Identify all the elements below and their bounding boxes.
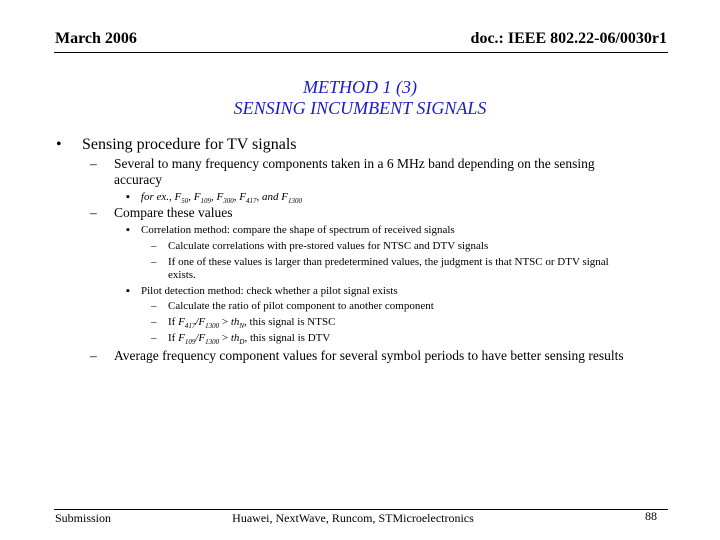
bullet-correlation: Correlation method: compare the shape of spectrum of received signals bbox=[141, 224, 455, 236]
bullet-several: Several to many frequency components taken in a 6 MHz band depending on the sensing bbox=[114, 156, 595, 171]
title-line1: METHOD 1 (3) bbox=[303, 77, 417, 97]
dash-marker: – bbox=[151, 332, 157, 344]
dash-marker: – bbox=[90, 348, 97, 363]
square-marker: ▪ bbox=[126, 224, 130, 236]
dash-marker: – bbox=[151, 300, 157, 312]
dash-marker: – bbox=[90, 156, 97, 171]
example-line: ▪ for ex., $F_{50}$, $F_{109}$, $F_{300}$, $F_{417}$, and $F_{1300}$ bbox=[126, 191, 302, 206]
dash-marker: – bbox=[151, 256, 157, 268]
header-rule bbox=[54, 52, 668, 53]
dash-marker: – bbox=[151, 316, 157, 328]
header-date: March 2006 bbox=[55, 30, 137, 47]
bullet-pilot-calc: Calculate the ratio of pilot component to another component bbox=[168, 300, 434, 312]
bullet-pilot-dtv: If $F_{109}/F_{1300} > th_D$, this signal is DTV bbox=[168, 332, 331, 347]
title-line2: SENSING INCUMBENT SIGNALS bbox=[233, 98, 487, 118]
header-doc: doc.: IEEE 802.22-06/0030r1 bbox=[470, 30, 667, 47]
bullet-corr-judge-cont: exists. bbox=[168, 269, 196, 281]
footer-authors: Huawei, NextWave, Runcom, STMicroelectronics bbox=[232, 511, 474, 525]
bullet-corr-calc: Calculate correlations with pre-stored values for NTSC and DTV signals bbox=[168, 240, 489, 252]
bullet-several-cont: accuracy bbox=[114, 172, 162, 187]
bullet-pilot: Pilot detection method: check whether a pilot signal exists bbox=[141, 285, 398, 297]
footer-rule bbox=[54, 509, 668, 510]
bullet-pilot-ntsc: If $F_{417}/F_{1300} > th_N$, this signal is NTSC bbox=[168, 316, 336, 331]
dash-marker: – bbox=[151, 240, 157, 252]
bullet-corr-judge: If one of these values is larger than predetermined values, the judgment is that NTSC or DTV signal bbox=[168, 256, 609, 268]
bullet-average: Average frequency component values for several symbol periods to have better sensing results bbox=[114, 348, 624, 363]
bullet-sensing: Sensing procedure for TV signals bbox=[82, 136, 297, 153]
footer-submission: Submission bbox=[55, 511, 112, 525]
bullet-compare: Compare these values bbox=[114, 205, 233, 220]
bullet-marker: • bbox=[56, 136, 62, 153]
footer-page-number: 88 bbox=[645, 509, 657, 523]
square-marker: ▪ bbox=[126, 285, 130, 297]
dash-marker: – bbox=[90, 205, 97, 220]
